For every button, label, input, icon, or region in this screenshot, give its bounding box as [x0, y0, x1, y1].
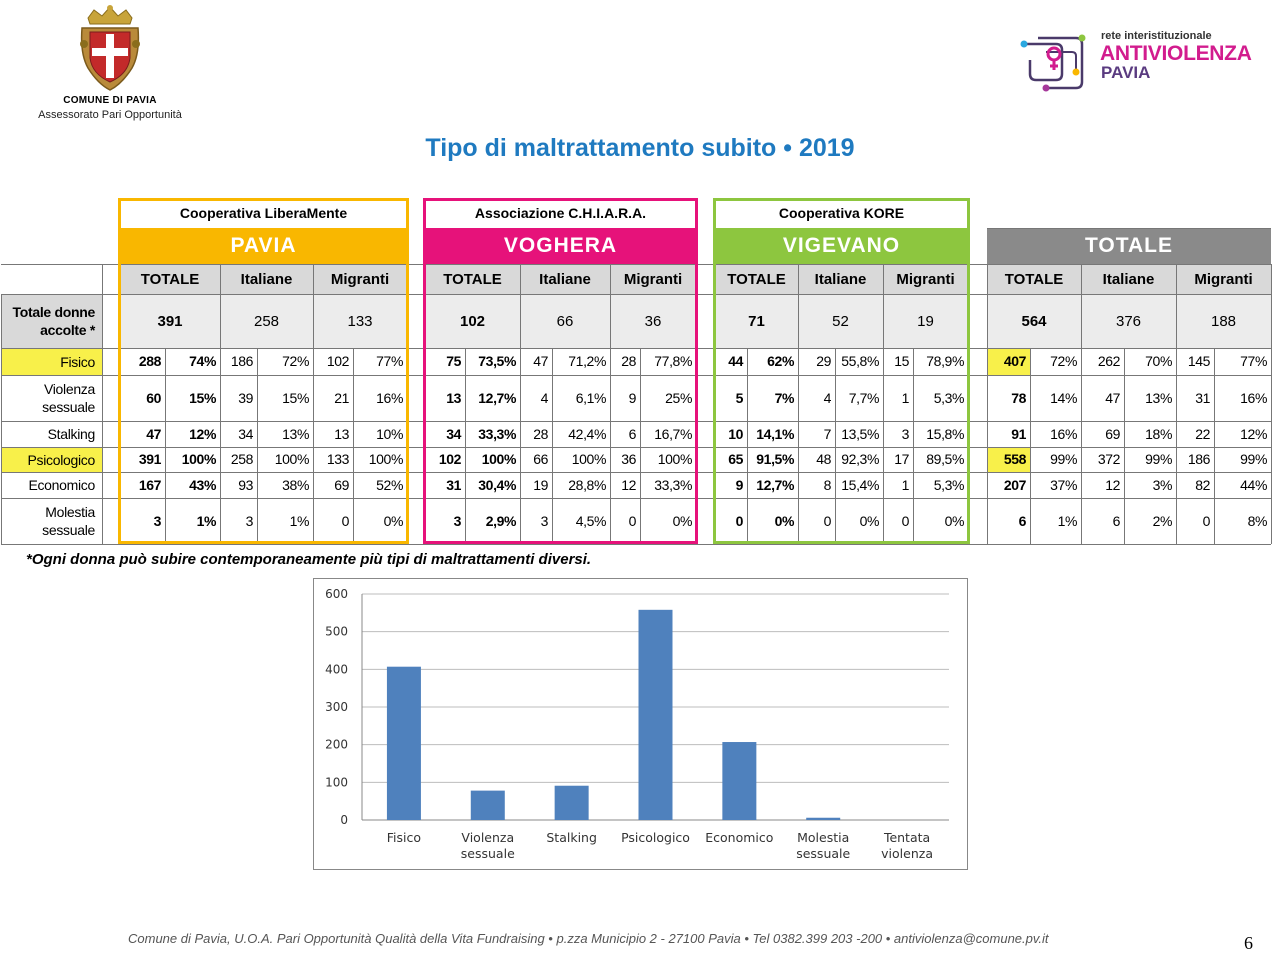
- chart-bar: [555, 786, 589, 820]
- table-cell: 66: [533, 451, 548, 467]
- grid-line: [425, 264, 426, 348]
- table-cell: 186: [230, 353, 253, 369]
- table-cell: 15%: [189, 389, 216, 406]
- subheader-migranti: Migranti: [623, 270, 683, 288]
- table-cell: 43%: [189, 476, 216, 493]
- table-cell: 7%: [774, 389, 794, 406]
- table-cell: 3: [153, 512, 161, 529]
- table-cell: 102: [326, 353, 349, 369]
- subheader-totale: TOTALE: [727, 270, 786, 288]
- table-cell: 16%: [376, 389, 403, 406]
- table-cell: 145: [1187, 353, 1210, 369]
- table-cell: 13: [334, 425, 349, 442]
- table-cell: 77%: [376, 353, 403, 369]
- table-cell: 99%: [1145, 451, 1172, 467]
- table-cell: 15: [894, 353, 909, 369]
- table-cell: 15,8%: [926, 425, 964, 442]
- grid-line: [353, 348, 354, 544]
- table-cell: 77,8%: [654, 353, 692, 369]
- total-totale-italiane: 376: [1115, 312, 1142, 330]
- table-cell: 9: [628, 389, 636, 406]
- table-cell: 70%: [1145, 353, 1172, 369]
- grid-line: [968, 348, 969, 544]
- table-cell: 39: [238, 389, 253, 406]
- city-band-pavia: PAVIA: [120, 228, 407, 264]
- rete-antiviolenza-logo: [1016, 30, 1086, 94]
- table-cell: 38%: [282, 476, 309, 493]
- comune-name: COMUNE DI PAVIA: [63, 95, 157, 106]
- table-cell: 12: [1105, 476, 1120, 493]
- table-cell: 25%: [665, 389, 692, 406]
- total-row-label: Totale donne accolte *: [12, 304, 95, 338]
- table-cell: 391: [138, 451, 161, 467]
- table-cell: 7: [823, 425, 831, 442]
- table-cell: 28: [533, 425, 548, 442]
- total-vigevano-totale: 71: [748, 312, 765, 330]
- grid-line: [313, 264, 314, 348]
- table-cell: 99%: [1050, 451, 1077, 467]
- grid-line: [883, 264, 884, 348]
- table-cell: 0%: [774, 512, 794, 529]
- grid-line: [696, 264, 697, 348]
- y-tick-label: 100: [325, 775, 348, 790]
- grid-line: [120, 348, 121, 544]
- total-voghera-italiane: 66: [556, 312, 574, 330]
- table-cell: 5: [735, 389, 743, 406]
- table-cell: 1%: [1057, 512, 1077, 529]
- row-label: Stalking: [47, 426, 95, 442]
- subheader-migranti: Migranti: [896, 270, 955, 288]
- page-title: Tipo di maltrattamento subito • 2019: [425, 134, 855, 162]
- grid-line: [407, 264, 408, 348]
- table-cell: 73,5%: [478, 353, 516, 369]
- table-cell: 3%: [1152, 476, 1172, 493]
- grid-line: [968, 264, 969, 348]
- table-cell: 100%: [274, 451, 309, 467]
- table-cell: 4: [823, 389, 831, 406]
- org-name-vigevano: Cooperativa KORE: [778, 205, 905, 221]
- table-cell: 12%: [189, 425, 216, 442]
- table-cell: 258: [230, 451, 253, 467]
- grid-line: [520, 264, 521, 348]
- table-cell: 99%: [1240, 451, 1267, 467]
- grid-line: [835, 348, 836, 544]
- city-band-totale: TOTALE: [987, 228, 1271, 264]
- page-footer: Comune di Pavia, U.O.A. Pari Opportunità Qualità della Vita Fundraising • p.zza Municipio 2 - 27100 Pavia • Tel 0382.399 203 -200 • antiviolenza@comune.pv.it: [128, 931, 1049, 946]
- grid-line: [883, 348, 884, 544]
- table-cell: 7,7%: [848, 389, 879, 406]
- org-name-voghera: Associazione C.H.I.A.R.A.: [474, 205, 647, 221]
- table-cell: 4: [540, 389, 548, 406]
- grid-line: [1081, 348, 1082, 544]
- table-cell: 72%: [1050, 353, 1077, 369]
- table-cell: 37%: [1050, 476, 1077, 493]
- table-cell: 1: [901, 476, 909, 493]
- table-cell: 55,8%: [841, 353, 879, 369]
- grid-line: [120, 264, 121, 348]
- grid-line: [425, 348, 426, 544]
- row-label: Molestia sessuale: [42, 504, 95, 538]
- grid-line: [313, 348, 314, 544]
- table-cell: 0: [1202, 512, 1210, 529]
- grid-line: [1176, 264, 1177, 348]
- table-cell: 91,5%: [756, 451, 794, 467]
- total-totale-migranti: 188: [1210, 312, 1237, 330]
- grid-line: [1271, 348, 1272, 544]
- table-cell: 22: [1195, 425, 1210, 442]
- subheader-totale: TOTALE: [1004, 270, 1064, 288]
- table-cell: 16%: [1050, 425, 1077, 442]
- table-cell: 16%: [1240, 389, 1267, 406]
- table-cell: 0%: [859, 512, 879, 529]
- table-cell: 0%: [944, 512, 964, 529]
- table-cell: 69: [334, 476, 349, 493]
- total-voghera-migranti: 36: [644, 312, 662, 330]
- table-cell: 34: [446, 425, 461, 442]
- table-cell: 28: [621, 353, 636, 369]
- table-cell: 558: [987, 447, 1030, 472]
- grid-line: [715, 264, 716, 348]
- table-cell: 102: [438, 451, 461, 467]
- table-cell: 62%: [767, 353, 794, 369]
- grid-line: [407, 348, 408, 544]
- table-cell: 14,1%: [756, 425, 794, 442]
- table-cell: 133: [326, 451, 349, 467]
- table-cell: 47: [533, 353, 548, 369]
- table-cell: 12: [621, 476, 636, 493]
- row-label: Fisico: [60, 353, 95, 370]
- table-cell: 12,7%: [756, 476, 794, 493]
- grid-line: [1, 544, 1271, 545]
- table-cell: 288: [138, 353, 161, 369]
- grid-line: [1214, 348, 1215, 544]
- table-cell: 2%: [1152, 512, 1172, 529]
- row-label: Violenza sessuale: [42, 381, 95, 415]
- rete-city: PAVIA: [1101, 63, 1151, 82]
- y-tick-label: 600: [325, 587, 348, 601]
- table-cell: 372: [1097, 451, 1120, 467]
- total-totale-totale: 564: [1021, 312, 1047, 330]
- grid-line: [220, 348, 221, 544]
- city-band-vigevano: VIGEVANO: [715, 228, 968, 264]
- y-tick-label: 300: [325, 700, 348, 714]
- grid-line: [1, 294, 2, 544]
- total-pavia-migranti: 133: [347, 312, 373, 330]
- total-pavia-italiane: 258: [253, 312, 280, 330]
- row-label: Psicologico: [27, 451, 95, 468]
- table-cell: 29: [816, 353, 831, 369]
- table-cell: 31: [1195, 389, 1210, 406]
- table-cell: 28,8%: [568, 476, 606, 493]
- table-cell: 207: [1003, 476, 1026, 493]
- grid-line: [102, 264, 103, 544]
- table-cell: 44: [728, 353, 743, 369]
- table-cell: 12%: [1240, 425, 1267, 442]
- chart-bar: [387, 667, 421, 820]
- table-cell: 0: [341, 512, 349, 529]
- table-cell: 5,3%: [933, 476, 964, 493]
- assessorato-label: Assessorato Pari Opportunità: [38, 109, 182, 121]
- x-tick-label: Tentata violenza: [881, 830, 933, 861]
- table-cell: 9: [735, 476, 743, 493]
- table-cell: 186: [1187, 451, 1210, 467]
- y-tick-label: 200: [325, 737, 348, 752]
- table-cell: 3: [245, 512, 253, 529]
- table-cell: 10: [728, 425, 743, 442]
- grid-line: [1030, 348, 1031, 544]
- chart-bar: [639, 610, 673, 820]
- table-cell: 1%: [196, 512, 216, 529]
- table-cell: 13,5%: [841, 425, 879, 442]
- table-cell: 42,4%: [568, 425, 606, 442]
- grid-line: [640, 348, 641, 544]
- page-number: 6: [1244, 933, 1253, 953]
- table-cell: 6: [1112, 512, 1120, 529]
- table-cell: 3: [453, 512, 461, 529]
- table-cell: 13%: [1145, 389, 1172, 406]
- table-cell: 52%: [376, 476, 403, 493]
- table-cell: 48: [816, 451, 831, 467]
- grid-line: [987, 264, 988, 348]
- grid-line: [165, 348, 166, 544]
- table-cell: 44%: [1240, 476, 1267, 493]
- x-tick-label: Economico: [705, 830, 774, 845]
- x-tick-label: Molestia sessuale: [796, 830, 851, 861]
- table-cell: 72%: [282, 353, 309, 369]
- y-tick-label: 500: [325, 624, 348, 639]
- table-cell: 13: [446, 389, 461, 406]
- chart-bar: [806, 818, 840, 820]
- table-cell: 6,1%: [575, 389, 606, 406]
- subheader-italiane: Italiane: [539, 270, 591, 288]
- table-cell: 3: [540, 512, 548, 529]
- table-cell: 36: [621, 451, 636, 467]
- grid-line: [913, 348, 914, 544]
- subheader-italiane: Italiane: [814, 270, 867, 288]
- grid-line: [987, 228, 1271, 229]
- table-cell: 100%: [181, 451, 216, 467]
- table-cell: 100%: [571, 451, 606, 467]
- table-cell: 14%: [1050, 389, 1077, 406]
- table-cell: 82: [1195, 476, 1210, 493]
- total-vigevano-migranti: 19: [917, 312, 934, 330]
- table-cell: 100%: [368, 451, 403, 467]
- table-cell: 1%: [289, 512, 309, 529]
- table-cell: 31: [446, 476, 461, 493]
- org-name-pavia: Cooperativa LiberaMente: [179, 205, 348, 221]
- table-cell: 69: [1105, 425, 1120, 442]
- grid-line: [798, 264, 799, 348]
- table-cell: 0: [823, 512, 831, 529]
- x-tick-label: Fisico: [386, 830, 422, 845]
- table-cell: 47: [146, 425, 161, 442]
- grid-line: [465, 348, 466, 544]
- subheader-totale: TOTALE: [443, 270, 502, 288]
- table-cell: 0: [628, 512, 636, 529]
- table-cell: 0%: [672, 512, 692, 529]
- table-cell: 12,7%: [478, 389, 516, 406]
- grid-line: [696, 348, 697, 544]
- table-cell: 0%: [383, 512, 403, 529]
- rete-subtitle: rete interistituzionale: [1101, 30, 1212, 42]
- grid-line: [1271, 264, 1272, 348]
- comune-crest-logo: [78, 4, 142, 92]
- table-cell: 15%: [282, 389, 309, 406]
- table-cell: 18%: [1145, 425, 1172, 442]
- table-cell: 77%: [1240, 353, 1267, 369]
- table-cell: 33,3%: [654, 476, 692, 493]
- total-vigevano-italiane: 52: [832, 312, 849, 330]
- table-cell: 8: [823, 476, 831, 493]
- grid-line: [610, 348, 611, 544]
- x-tick-label: Violenza sessuale: [460, 830, 515, 861]
- subheader-migranti: Migranti: [1194, 270, 1253, 288]
- table-cell: 91: [1011, 425, 1026, 442]
- grid-line: [987, 348, 988, 544]
- grid-line: [257, 348, 258, 544]
- chart-bar: [722, 742, 756, 820]
- table-cell: 33,3%: [478, 425, 516, 442]
- table-cell: 60: [146, 389, 161, 406]
- chart-bar: [471, 791, 505, 820]
- table-cell: 8%: [1247, 512, 1267, 529]
- y-tick-label: 0: [340, 813, 348, 827]
- x-tick-label: Stalking: [546, 830, 597, 845]
- table-cell: 47: [1105, 389, 1120, 406]
- table-cell: 407: [987, 348, 1030, 375]
- table-cell: 30,4%: [478, 476, 516, 493]
- grid-line: [747, 348, 748, 544]
- table-cell: 75: [446, 353, 461, 369]
- grid-line: [610, 264, 611, 348]
- subheader-italiane: Italiane: [240, 270, 293, 288]
- table-cell: 89,5%: [926, 451, 964, 467]
- table-cell: 6: [1018, 512, 1026, 529]
- total-pavia-totale: 391: [157, 312, 183, 330]
- table-cell: 34: [238, 425, 253, 442]
- table-cell: 10%: [376, 425, 403, 442]
- table-footnote: *Ogni donna può subire contemporaneamente più tipi di maltrattamenti diversi.: [26, 551, 592, 568]
- grid-line: [520, 348, 521, 544]
- subheader-migranti: Migranti: [330, 270, 390, 288]
- maltrattamento-bar-chart: [313, 578, 968, 870]
- grid-line: [715, 348, 716, 544]
- table-cell: 13%: [282, 425, 309, 442]
- subheader-italiane: Italiane: [1102, 270, 1155, 288]
- table-cell: 21: [334, 389, 349, 406]
- table-cell: 0: [901, 512, 909, 529]
- table-cell: 92,3%: [841, 451, 879, 467]
- table-cell: 1: [901, 389, 909, 406]
- table-cell: 74%: [189, 353, 216, 369]
- table-cell: 65: [728, 451, 743, 467]
- table-cell: 93: [238, 476, 253, 493]
- table-cell: 4,5%: [575, 512, 606, 529]
- grid-line: [1124, 348, 1125, 544]
- table-cell: 3: [901, 425, 909, 442]
- grid-line: [798, 348, 799, 544]
- grid-line: [220, 264, 221, 348]
- y-tick-label: 400: [325, 662, 348, 677]
- grid-line: [552, 348, 553, 544]
- subheader-totale: TOTALE: [140, 270, 200, 288]
- table-cell: 78,9%: [926, 353, 964, 369]
- table-cell: 5,3%: [933, 389, 964, 406]
- table-cell: 100%: [657, 451, 692, 467]
- table-cell: 167: [138, 476, 161, 493]
- table-cell: 6: [628, 425, 636, 442]
- grid-line: [1176, 348, 1177, 544]
- city-band-voghera: VOGHERA: [425, 228, 696, 264]
- table-cell: 17: [894, 451, 909, 467]
- table-cell: 2,9%: [485, 512, 516, 529]
- table-cell: 71,2%: [568, 353, 606, 369]
- rete-title: ANTIVIOLENZA: [1100, 42, 1252, 65]
- table-cell: 15,4%: [841, 476, 879, 493]
- grid-line: [1081, 264, 1082, 348]
- table-cell: 0: [735, 512, 743, 529]
- row-label: Economico: [28, 477, 95, 493]
- total-voghera-totale: 102: [459, 312, 486, 330]
- table-cell: 78: [1011, 389, 1026, 406]
- table-cell: 262: [1097, 353, 1120, 369]
- table-cell: 100%: [481, 451, 516, 467]
- table-cell: 16,7%: [654, 425, 692, 442]
- table-cell: 19: [533, 476, 548, 493]
- x-tick-label: Psicologico: [621, 830, 690, 845]
